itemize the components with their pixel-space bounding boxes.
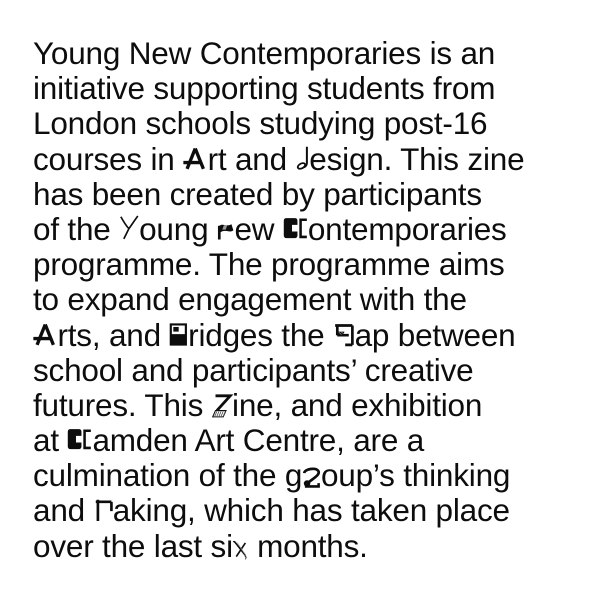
text-run: over the last si: [33, 527, 233, 564]
text-run: ine, and exhibition: [232, 386, 483, 423]
text-run: school and participants’ creative: [33, 351, 474, 388]
text-run: ap between: [354, 316, 516, 353]
text-line: [33, 106, 590, 141]
text-line: [33, 423, 590, 458]
glyph-y-script: [119, 211, 139, 247]
text-line: [33, 36, 590, 71]
text-line: [33, 142, 590, 177]
glyph-z-hatch: [212, 387, 232, 423]
text-run: oup’s thinking: [320, 457, 511, 494]
text-run: amden Art Centre, are a: [92, 422, 425, 459]
text-run: oung: [139, 210, 217, 247]
glyph-m-gate: [94, 492, 113, 528]
text-run: ew: [234, 210, 283, 247]
text-run: of the: [33, 210, 120, 247]
glyph-b-block: [169, 317, 188, 353]
glyph-d-note: [296, 141, 310, 177]
glyph-a-strike: [183, 141, 207, 177]
text-run: ontemporaries: [307, 210, 507, 247]
text-line: [33, 247, 590, 282]
text-run: esign. This zine: [309, 140, 525, 177]
glyph-c-block: [283, 211, 308, 247]
text-run: courses in: [33, 140, 184, 177]
glyph-x-hook: [233, 528, 249, 564]
text-line: [33, 177, 590, 212]
text-run: initiative supporting students from: [33, 70, 496, 107]
text-line: [33, 212, 590, 247]
text-run: has been created by participants: [33, 175, 482, 212]
text-line: [33, 71, 590, 106]
text-run: rt and: [207, 140, 296, 177]
glyph-r-rotunda: [302, 457, 321, 493]
text-line: [33, 529, 590, 564]
text-run: months.: [248, 527, 368, 564]
text-line: [33, 282, 590, 317]
text-run: programme. The programme aims: [33, 246, 505, 283]
glyph-n-flag: [217, 211, 235, 247]
text-run: ridges the: [188, 316, 334, 353]
text-run: Young New Contemporaries is an: [33, 35, 496, 71]
text-line: [33, 388, 590, 423]
text-run: aking, which has taken place: [112, 492, 510, 529]
text-run: and: [33, 492, 94, 529]
text-line: [33, 458, 590, 493]
glyph-g-box: [333, 317, 355, 353]
text-line: [33, 353, 590, 388]
text-run: futures. This: [33, 386, 212, 423]
text-run: to expand engagement with the: [33, 281, 467, 318]
text-line: [33, 493, 590, 528]
text-line: [33, 318, 590, 353]
text-run: culmination of the g: [33, 457, 303, 494]
text-run: at: [33, 422, 68, 459]
glyph-a-strike: [33, 317, 57, 353]
glyph-c-block: [67, 422, 92, 458]
intro-paragraph: [33, 36, 590, 564]
text-run: London schools studying post-16: [33, 105, 488, 142]
text-run: rts, and: [57, 316, 170, 353]
